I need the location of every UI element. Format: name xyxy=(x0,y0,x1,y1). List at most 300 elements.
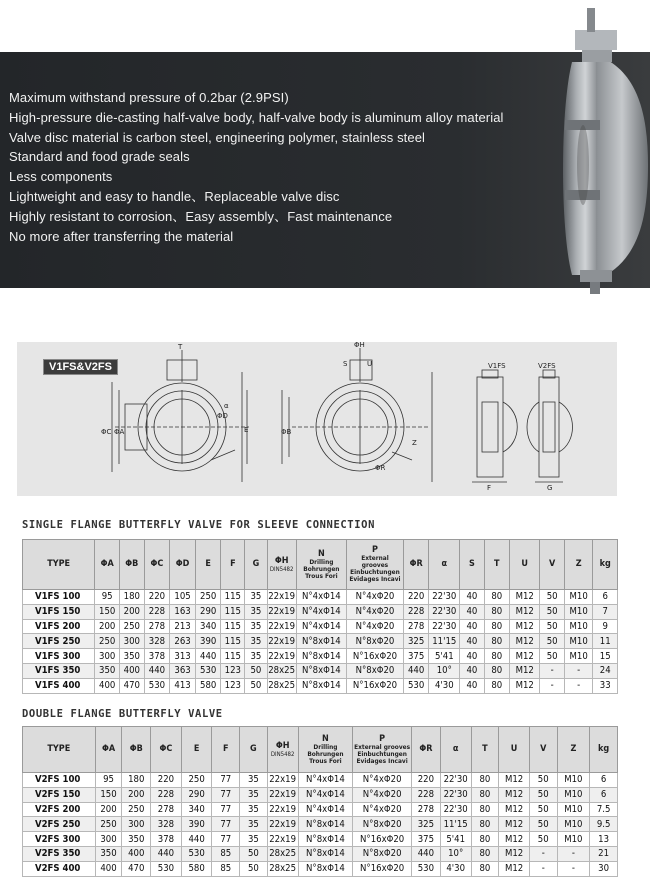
dim-label-g: G xyxy=(547,484,553,492)
header-e: E xyxy=(181,727,212,773)
table-row xyxy=(23,634,618,649)
table-cell: 77 xyxy=(212,787,240,802)
table-row xyxy=(23,832,618,847)
table-cell: 115 xyxy=(221,590,245,605)
table-cell: N°8xΦ20 xyxy=(347,634,404,649)
table-cell: 50 xyxy=(245,678,268,693)
header-p xyxy=(353,727,412,773)
header-h-sub: DIN5482 xyxy=(269,565,294,573)
table-cell: 375 xyxy=(403,649,429,664)
table-cell: 22'30 xyxy=(440,787,471,802)
table-cell: 440 xyxy=(403,663,429,678)
table-cell: 40 xyxy=(460,634,484,649)
table-cell: 328 xyxy=(144,634,170,649)
table-row xyxy=(23,773,618,788)
table-cell: 35 xyxy=(245,619,268,634)
header-g: G xyxy=(240,727,268,773)
table-cell: 300 xyxy=(122,817,151,832)
table-cell: - xyxy=(557,846,590,861)
table-cell: N°16xΦ20 xyxy=(347,649,404,664)
table-cell: 11'15 xyxy=(440,817,471,832)
table-cell: 35 xyxy=(240,832,268,847)
header-t: T xyxy=(484,540,509,590)
header-z: Z xyxy=(564,540,593,590)
header-c: ΦC xyxy=(151,727,182,773)
table-cell: 278 xyxy=(412,802,441,817)
header-h-sub: DIN5482 xyxy=(270,750,295,758)
table-cell: 35 xyxy=(240,787,268,802)
table-cell: 80 xyxy=(484,634,509,649)
table-cell: 22x19 xyxy=(267,817,298,832)
table-cell: 50 xyxy=(540,649,564,664)
table-cell: - xyxy=(557,861,590,876)
table-cell: N°8xΦ14 xyxy=(298,832,353,847)
table-cell: 80 xyxy=(484,619,509,634)
header-p-label: P xyxy=(379,733,386,744)
table-cell: 22'30 xyxy=(429,604,460,619)
table-cell: 28x25 xyxy=(268,680,296,692)
table-row xyxy=(23,678,618,693)
table-cell: M10 xyxy=(557,787,590,802)
table-cell: 80 xyxy=(471,787,499,802)
table-cell: 22x19 xyxy=(267,787,298,802)
header-p-sub: External grooves Einbuchtungen Evidages Incavi xyxy=(354,742,411,765)
table-cell: N°4xΦ20 xyxy=(347,590,404,605)
table-header-row xyxy=(23,540,618,590)
table-cell: 250 xyxy=(122,802,151,817)
table-cell: 400 xyxy=(95,861,122,876)
table-cell: 105 xyxy=(170,590,196,605)
table-cell: M12 xyxy=(509,678,539,693)
table-cell: 6 xyxy=(593,590,618,605)
table-cell: 123 xyxy=(221,663,245,678)
table-cell: 115 xyxy=(221,634,245,649)
table-cell: 530 xyxy=(181,846,212,861)
table-cell: 24 xyxy=(593,663,618,678)
table-cell: N°4xΦ20 xyxy=(353,787,412,802)
table-cell: 350 xyxy=(95,663,120,678)
feature-line: Less components xyxy=(9,169,113,185)
table-cell: 200 xyxy=(122,787,151,802)
table-cell: 95 xyxy=(95,590,120,605)
type-cell: V1FS 150 xyxy=(23,604,95,619)
table-cell: 340 xyxy=(181,802,212,817)
table-cell: 80 xyxy=(471,817,499,832)
table-cell: 530 xyxy=(412,861,441,876)
dim-label-b: ΦB xyxy=(281,428,292,436)
table-cell: N°4xΦ14 xyxy=(298,773,353,788)
type-cell: V1FS 200 xyxy=(23,619,95,634)
table-cell: 530 xyxy=(151,861,182,876)
table-cell: 440 xyxy=(181,832,212,847)
table-cell: 530 xyxy=(144,678,170,693)
table-cell: N°8xΦ20 xyxy=(353,846,412,861)
header-a: ΦA xyxy=(95,727,122,773)
table-cell: 50 xyxy=(240,846,268,861)
table-cell: N°4xΦ20 xyxy=(347,604,404,619)
table-cell: 378 xyxy=(151,832,182,847)
table-cell: N°4xΦ20 xyxy=(353,802,412,817)
table-cell: 28x25 xyxy=(267,861,298,876)
table-cell: 263 xyxy=(170,634,196,649)
type-cell: V1FS 350 xyxy=(23,663,95,678)
double-flange-table xyxy=(22,726,618,877)
table-cell: 21 xyxy=(590,846,618,861)
header-p-sub: External grooves Einbuchtungen Evidages Incavi xyxy=(349,554,401,583)
table-cell: M12 xyxy=(499,846,530,861)
table-row xyxy=(23,787,618,802)
table-cell: M12 xyxy=(509,634,539,649)
table-cell: M10 xyxy=(557,817,590,832)
table-cell: - xyxy=(540,678,564,693)
table-cell: N°4xΦ14 xyxy=(296,619,347,634)
table-cell: 35 xyxy=(245,590,268,605)
table-cell: 77 xyxy=(212,832,240,847)
table-cell: 200 xyxy=(120,604,145,619)
table-cell: M10 xyxy=(564,634,593,649)
type-cell: V2FS 350 xyxy=(23,846,96,861)
feature-line: High-pressure die-casting half-valve body, half-valve body is aluminum alloy material xyxy=(9,109,504,125)
header-b: ΦB xyxy=(120,540,145,590)
table-cell: N°4xΦ14 xyxy=(296,590,347,605)
table-cell: 9.5 xyxy=(590,817,618,832)
table-cell: 40 xyxy=(460,649,484,664)
table-cell: 30 xyxy=(590,861,618,876)
table-cell: 290 xyxy=(181,787,212,802)
table-cell: 250 xyxy=(120,619,145,634)
table-cell: M10 xyxy=(564,649,593,664)
table-cell: 150 xyxy=(95,787,122,802)
table-cell: - xyxy=(529,861,557,876)
header-d: ΦD xyxy=(170,540,196,590)
table-cell: N°4xΦ20 xyxy=(347,619,404,634)
table-cell: 22x19 xyxy=(267,773,298,788)
table-row xyxy=(23,802,618,817)
double-flange-title: DOUBLE FLANGE BUTTERFLY VALVE xyxy=(22,708,223,720)
header-z: Z xyxy=(557,727,590,773)
table-cell: N°8xΦ14 xyxy=(296,649,347,664)
header-n xyxy=(298,727,353,773)
table-cell: 40 xyxy=(460,678,484,693)
drawing-title: V1FS&V2FS xyxy=(43,359,118,375)
table-cell: M10 xyxy=(557,802,590,817)
table-cell: 530 xyxy=(403,678,429,693)
table-cell: 50 xyxy=(529,802,557,817)
table-cell: 400 xyxy=(120,663,145,678)
table-cell: 228 xyxy=(403,604,429,619)
table-cell: 123 xyxy=(221,678,245,693)
valve-product-image xyxy=(0,0,650,300)
table-cell: M10 xyxy=(564,604,593,619)
table-cell: 22'30 xyxy=(429,590,460,605)
table-row xyxy=(23,649,618,664)
table-cell: 77 xyxy=(212,802,240,817)
table-cell: 470 xyxy=(120,678,145,693)
double-flange-body xyxy=(23,773,618,877)
table-cell: 80 xyxy=(484,649,509,664)
table-cell: 440 xyxy=(144,663,170,678)
table-cell: - xyxy=(540,663,564,678)
dim-label-e: E xyxy=(244,426,249,434)
table-cell: 228 xyxy=(412,787,441,802)
table-cell: 85 xyxy=(212,861,240,876)
table-cell: 50 xyxy=(540,590,564,605)
header-p xyxy=(347,540,404,590)
table-cell: N°16xΦ20 xyxy=(353,832,412,847)
table-cell: N°8xΦ20 xyxy=(353,817,412,832)
table-cell: 530 xyxy=(195,663,221,678)
table-cell: 22x19 xyxy=(268,591,296,603)
table-cell: 400 xyxy=(95,678,120,693)
feature-line: Valve disc material is carbon steel, engineering polymer, stainless steel xyxy=(9,129,426,145)
table-cell: 80 xyxy=(484,678,509,693)
table-row xyxy=(23,817,618,832)
table-row xyxy=(23,846,618,861)
table-cell: 228 xyxy=(144,604,170,619)
table-cell: 300 xyxy=(95,832,122,847)
table-cell: 95 xyxy=(95,773,122,788)
feature-line: Standard and food grade seals xyxy=(9,149,190,165)
dim-label-d: ΦD xyxy=(217,412,228,420)
dim-label-r: ΦR xyxy=(375,464,386,472)
header-e: E xyxy=(195,540,221,590)
table-cell: 80 xyxy=(471,802,499,817)
table-cell: N°16xΦ20 xyxy=(347,678,404,693)
single-flange-table xyxy=(22,539,618,694)
table-cell: 35 xyxy=(240,802,268,817)
table-cell: 390 xyxy=(195,634,221,649)
table-cell: 80 xyxy=(484,663,509,678)
table-cell: 35 xyxy=(240,817,268,832)
table-cell: 22'30 xyxy=(440,773,471,788)
type-cell: V1FS 300 xyxy=(23,649,95,664)
feature-line: No more after transferring the material xyxy=(9,228,234,244)
header-type: TYPE xyxy=(23,540,95,590)
table-cell: 50 xyxy=(529,832,557,847)
table-cell: 6 xyxy=(590,773,618,788)
table-cell: 278 xyxy=(403,619,429,634)
table-cell: 50 xyxy=(529,817,557,832)
header-kg: kg xyxy=(593,540,618,590)
dim-label-z: Z xyxy=(412,439,417,447)
table-cell: 220 xyxy=(144,590,170,605)
table-cell: 13 xyxy=(590,832,618,847)
header-kg: kg xyxy=(590,727,618,773)
table-cell: 7 xyxy=(593,604,618,619)
table-cell: 200 xyxy=(95,802,122,817)
header-v: V xyxy=(529,727,557,773)
table-cell: 440 xyxy=(151,846,182,861)
table-cell: 4'30 xyxy=(440,861,471,876)
table-cell: 440 xyxy=(412,846,441,861)
table-cell: 80 xyxy=(471,832,499,847)
table-cell: 220 xyxy=(403,590,429,605)
table-cell: 22'30 xyxy=(429,619,460,634)
type-cell: V2FS 100 xyxy=(23,773,96,788)
table-header-row xyxy=(23,727,618,773)
header-u: U xyxy=(509,540,539,590)
dim-label-t: T xyxy=(178,343,183,351)
table-cell: M12 xyxy=(499,861,530,876)
type-cell: V1FS 400 xyxy=(23,678,95,693)
type-cell: V2FS 150 xyxy=(23,787,96,802)
type-cell: V2FS 250 xyxy=(23,817,96,832)
table-cell: 40 xyxy=(460,619,484,634)
header-g: G xyxy=(245,540,268,590)
dim-label-h: ΦH xyxy=(354,342,365,349)
table-cell: M12 xyxy=(499,832,530,847)
table-cell: 7.5 xyxy=(590,802,618,817)
header-h xyxy=(267,540,296,590)
table-cell: 85 xyxy=(212,846,240,861)
table-cell: 180 xyxy=(120,590,145,605)
table-cell: 22x19 xyxy=(267,832,298,847)
table-cell: M12 xyxy=(509,619,539,634)
table-cell: 250 xyxy=(95,634,120,649)
dim-label-f: F xyxy=(487,484,492,492)
table-row xyxy=(23,663,618,678)
table-row xyxy=(23,861,618,876)
header-r: ΦR xyxy=(403,540,429,590)
header-t: T xyxy=(471,727,499,773)
header-alpha: α xyxy=(440,727,471,773)
table-cell: 11 xyxy=(593,634,618,649)
header-n-label: N xyxy=(317,548,325,559)
table-cell: M10 xyxy=(557,773,590,788)
header-c: ΦC xyxy=(144,540,170,590)
table-cell: 250 xyxy=(195,590,221,605)
table-cell: 228 xyxy=(151,787,182,802)
table-cell: 580 xyxy=(195,678,221,693)
type-cell: V1FS 250 xyxy=(23,634,95,649)
dim-label-a: ΦA xyxy=(114,428,125,436)
table-cell: N°4xΦ14 xyxy=(298,787,353,802)
table-cell: 115 xyxy=(221,619,245,634)
table-cell: 33 xyxy=(593,678,618,693)
table-cell: 50 xyxy=(540,604,564,619)
table-cell: 313 xyxy=(170,649,196,664)
table-cell: 50 xyxy=(529,787,557,802)
type-cell: V2FS 300 xyxy=(23,832,96,847)
table-cell: 328 xyxy=(151,817,182,832)
table-cell: 200 xyxy=(95,619,120,634)
table-cell: M12 xyxy=(499,817,530,832)
header-h-label: ΦH xyxy=(275,740,290,751)
table-cell: 290 xyxy=(195,604,221,619)
table-cell: 400 xyxy=(122,846,151,861)
table-cell: 22x19 xyxy=(268,606,296,618)
table-cell: N°8xΦ14 xyxy=(296,634,347,649)
dim-label-alpha: α xyxy=(224,402,229,410)
table-cell: 50 xyxy=(529,773,557,788)
table-cell: N°8xΦ14 xyxy=(298,846,353,861)
table-cell: 363 xyxy=(170,663,196,678)
table-cell: 250 xyxy=(95,817,122,832)
table-cell: 278 xyxy=(151,802,182,817)
table-cell: 50 xyxy=(245,663,268,678)
table-cell: 50 xyxy=(240,861,268,876)
table-cell: 77 xyxy=(212,773,240,788)
table-cell: 440 xyxy=(195,649,221,664)
type-cell: V1FS 100 xyxy=(23,590,95,605)
table-cell: 80 xyxy=(484,604,509,619)
table-cell: 390 xyxy=(181,817,212,832)
table-cell: 350 xyxy=(120,649,145,664)
table-cell: N°4xΦ14 xyxy=(296,604,347,619)
table-cell: M12 xyxy=(499,787,530,802)
table-cell: N°4xΦ20 xyxy=(353,773,412,788)
table-cell: M12 xyxy=(499,802,530,817)
header-n xyxy=(296,540,347,590)
table-cell: 80 xyxy=(484,590,509,605)
table-cell: 40 xyxy=(460,590,484,605)
table-cell: 4'30 xyxy=(429,678,460,693)
table-cell: N°8xΦ14 xyxy=(298,861,353,876)
table-cell: 22x19 xyxy=(268,635,296,647)
table-cell: - xyxy=(564,678,593,693)
table-cell: - xyxy=(564,663,593,678)
table-cell: 22'30 xyxy=(440,802,471,817)
header-f: F xyxy=(212,727,240,773)
table-cell: 80 xyxy=(471,773,499,788)
table-cell: 28x25 xyxy=(268,665,296,677)
table-cell: N°16xΦ20 xyxy=(353,861,412,876)
single-flange-body xyxy=(23,590,618,694)
table-cell: 180 xyxy=(122,773,151,788)
table-cell: 80 xyxy=(471,846,499,861)
technical-drawing xyxy=(17,342,617,496)
header-s: S xyxy=(460,540,484,590)
table-cell: M10 xyxy=(564,590,593,605)
table-cell: 50 xyxy=(540,634,564,649)
table-cell: M12 xyxy=(509,604,539,619)
table-cell: 580 xyxy=(181,861,212,876)
table-row xyxy=(23,590,618,605)
header-n-sub: Drilling Bohrungen Trous Fori xyxy=(303,557,340,580)
table-cell: N°8xΦ14 xyxy=(298,817,353,832)
table-cell: 213 xyxy=(170,619,196,634)
dim-label-u: U xyxy=(367,360,373,368)
table-cell: - xyxy=(529,846,557,861)
table-cell: 220 xyxy=(412,773,441,788)
view-label-v1fs: V1FS xyxy=(488,362,506,370)
table-cell: 40 xyxy=(460,663,484,678)
table-cell: 300 xyxy=(120,634,145,649)
header-r: ΦR xyxy=(412,727,441,773)
header-h-label: ΦH xyxy=(274,555,289,566)
table-cell: 350 xyxy=(95,846,122,861)
table-cell: 470 xyxy=(122,861,151,876)
table-cell: 300 xyxy=(95,649,120,664)
table-cell: 250 xyxy=(181,773,212,788)
table-cell: 375 xyxy=(412,832,441,847)
table-cell: M10 xyxy=(564,619,593,634)
table-cell: N°4xΦ14 xyxy=(298,802,353,817)
header-b: ΦB xyxy=(122,727,151,773)
table-cell: 9 xyxy=(593,619,618,634)
table-cell: 80 xyxy=(471,861,499,876)
table-row xyxy=(23,604,618,619)
feature-line: Maximum withstand pressure of 0.2bar (2.9PSI) xyxy=(9,90,289,105)
type-cell: V2FS 400 xyxy=(23,861,96,876)
header-n-label: N xyxy=(322,733,329,744)
table-cell: 5'41 xyxy=(440,832,471,847)
table-cell: N°8xΦ20 xyxy=(347,663,404,678)
table-cell: 340 xyxy=(195,619,221,634)
header-a: ΦA xyxy=(95,540,120,590)
table-cell: 77 xyxy=(212,817,240,832)
table-cell: 22x19 xyxy=(267,802,298,817)
